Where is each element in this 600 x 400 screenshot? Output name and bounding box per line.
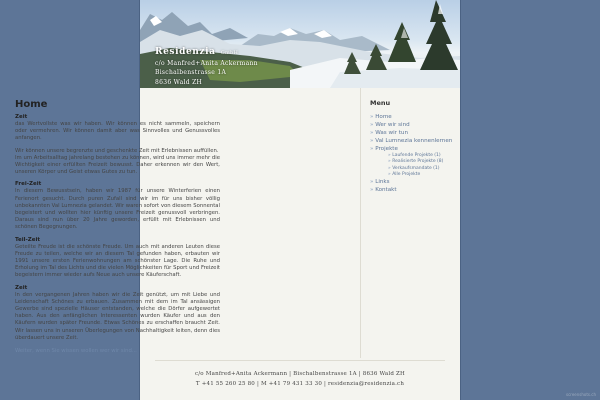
sidebar-item-label: Links bbox=[375, 179, 390, 186]
section-paragraph: In diesem Bewusstsein, haben wir 1987 für unsere Winterferien einen Ferienort gesucht. Durch puren Zufall sind wir im für uns bisher völlig unbekannten Val Lumnezia gelandet. Wir waren sofort von diesem Sonnental begeistert und wollten hier künftig unsere Freizeit genussvoll verbringen. Daraus sind nun über 20 Jahre geworden, erfüllt mit Erlebnissen und schönen Begegnungen. bbox=[15, 188, 220, 231]
sidebar-item-label: Wer wir sind bbox=[375, 122, 410, 128]
sidebar-item-was-wir-tun[interactable] bbox=[370, 129, 458, 137]
sidebar-item-val-lumnezia[interactable] bbox=[370, 137, 458, 145]
section-heading: Teil-Zeit bbox=[15, 236, 41, 243]
bullet-icon: » bbox=[388, 165, 393, 171]
bullet-icon: » bbox=[370, 179, 376, 186]
sidebar-item-wer-wir-sind[interactable] bbox=[370, 121, 458, 129]
section-heading: Zeit bbox=[15, 284, 28, 291]
credit-text: screenshots.ch bbox=[566, 392, 597, 397]
sidebar-item-home[interactable] bbox=[370, 113, 458, 121]
sidebar-item-label: Projekte bbox=[375, 146, 398, 152]
brand-name[interactable]: Residenzia bbox=[155, 47, 216, 57]
footer-divider bbox=[155, 360, 445, 361]
more-link[interactable]: Weiter, wenn Sie wissen wollen wer wir sind... bbox=[15, 348, 137, 355]
sidebar-divider bbox=[360, 88, 361, 358]
header-banner bbox=[140, 0, 460, 88]
main-content bbox=[15, 99, 220, 355]
sidebar bbox=[370, 99, 458, 194]
brand-address-line-3: 8636 Wald ZH bbox=[155, 78, 203, 86]
footer-address: c/o Manfred+Anita Ackermann | Bischalbenstrasse 1A | 8636 Wald ZH bbox=[194, 371, 406, 377]
sidebar-subitem-label: Alle Projekte bbox=[392, 171, 421, 177]
sidebar-item-label: Was wir tun bbox=[375, 130, 408, 136]
bullet-icon: » bbox=[370, 130, 376, 136]
sidebar-menu bbox=[370, 113, 458, 194]
section-paragraph: In den vergangenen Jahren haben wir die Zeit genützt, um mit Liebe und Leidenschaft Schönes zu erbauen. Zusammen mit dem im Tal ansässigen Gewerbe sind spezielle Häuser entstanden, welche die Dörfer aufgewertet haben. Aus den anfänglichen Interessenten wurden Käufer und aus den Käufern wurden später Freunde. Etwas Schönes zu erschaffen braucht Zeit. Wir lassen uns in unseren Überlegungen von Nachhaltigkeit leiten, denn dies überdauert unsere Zeit. bbox=[15, 291, 220, 341]
sidebar-subitem-label: Laufende Projekte (1) bbox=[392, 153, 441, 158]
sidebar-subitem-label: Verkaufsmandate (1) bbox=[392, 165, 440, 171]
section-paragraph: Wir können unsere begrenzte und geschenkte Zeit mit Erlebnissen auffüllen. bbox=[15, 147, 219, 154]
bullet-icon: » bbox=[370, 146, 376, 152]
brand-address-line-1: c/o Manfred+Anita Ackermann bbox=[155, 59, 258, 67]
sidebar-item-label: Val Lumnezia kennenlernen bbox=[375, 138, 453, 144]
sidebar-item-label: Kontakt bbox=[375, 187, 397, 194]
bullet-icon: » bbox=[388, 171, 393, 177]
footer-contact: T +41 55 260 25 80 | M +41 79 431 33 30 | residenzia@residenzia.ch bbox=[195, 380, 405, 387]
sidebar-item-projekte[interactable] bbox=[370, 145, 458, 153]
sidebar-submenu-wrapper bbox=[370, 153, 458, 178]
bullet-icon: » bbox=[370, 114, 376, 120]
section-paragraph: Geteilte Freude ist die schönste Freude. Um auch mit anderen Leuten diese Freude zu teilen, welche wir an diesem Tal gefunden haben, erbauten wir 1991 unsere ersten Ferienwohnungen am schönster Lage. Die Ruhe und Erholung im Tal des Lichts und die vielen Möglichkeiten für Sport und Freizeit begeistern immer wieder aufs Neue auch unsere Käuferschaft. bbox=[15, 243, 220, 279]
brand-address-line-2: Bischalbenstrasse 1A bbox=[155, 69, 227, 76]
bullet-icon: » bbox=[370, 122, 376, 128]
sidebar-subitem-label: Realisierte Projekte (8) bbox=[392, 159, 444, 165]
footer bbox=[155, 370, 445, 389]
sidebar-item-links[interactable] bbox=[370, 178, 458, 186]
page-title: Home bbox=[15, 99, 48, 110]
section-heading: Zeit bbox=[15, 114, 28, 120]
section-paragraph: das Wertvollste was wir haben. Wir können es nicht sammeln, speichern oder vermehren. Wir können damit aber was Sinnvolles und Genussvolles anfangen. bbox=[15, 121, 220, 142]
bullet-icon: » bbox=[388, 159, 393, 165]
sidebar-title: Menu bbox=[370, 99, 391, 107]
section-paragraph: Im um Arbeitsalltag jahrelang bestehen zu können, wird uns immer mehr die Wichtigkeit einer erfüllten Freizeit bewusst. Daher erkennen wir den Wert, unseren Körper und Geist etwas Gutes zu tun. bbox=[15, 154, 220, 176]
sidebar-item-kontakt[interactable] bbox=[370, 186, 458, 194]
sidebar-submenu bbox=[388, 153, 458, 178]
brand-suffix: GmbH bbox=[220, 50, 239, 56]
sidebar-item-label: Home bbox=[375, 114, 392, 120]
bullet-icon: » bbox=[370, 187, 376, 194]
brand-block bbox=[155, 44, 258, 87]
bullet-icon: » bbox=[370, 138, 376, 144]
bullet-icon: » bbox=[388, 153, 393, 158]
section-heading: Frei-Zeit bbox=[15, 181, 42, 188]
